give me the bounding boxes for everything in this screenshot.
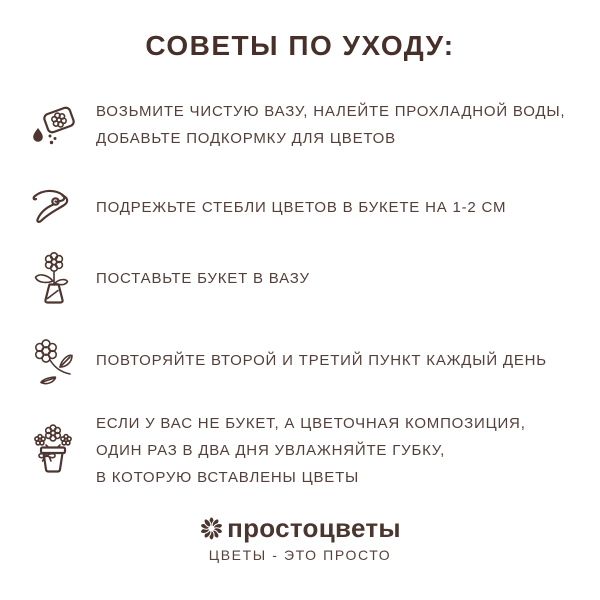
tip-text: [96, 265, 584, 292]
tip-line: ПОВТОРЯЙТЕ ВТОРОЙ И ТРЕТИЙ ПУНКТ КАЖДЫЙ ДЕНЬ: [96, 351, 547, 369]
tip-line: ПОДРЕЖЬТЕ СТЕБЛИ ЦВЕТОВ В БУКЕТЕ НА 1-2 СМ: [96, 198, 507, 216]
page-title: СОВЕТЫ ПО УХОДУ:: [145, 30, 455, 61]
tip-row-fertilize: [28, 92, 584, 158]
tip-line: ПОСТАВЬТЕ БУКЕТ В ВАЗУ: [96, 269, 310, 287]
flower-in-vase-icon: [28, 251, 78, 305]
fertilizer-packet-icon: [28, 101, 78, 149]
tip-text: [96, 410, 584, 491]
tip-row-composition: [28, 408, 584, 492]
tip-row-trim-stems: [28, 180, 584, 234]
flower-logo-icon: [199, 516, 224, 541]
tip-line: ДОБАВЬТЕ ПОДКОРМКУ ДЛЯ ЦВЕТОВ: [96, 130, 396, 147]
tip-line: ОДИН РАЗ В ДВА ДНЯ УВЛАЖНЯЙТЕ ГУБКУ,: [96, 441, 446, 459]
brand-line: [199, 513, 401, 544]
tip-text: [96, 347, 584, 374]
tip-line: ЕСЛИ У ВАС НЕ БУКЕТ, А ЦВЕТОЧНАЯ КОМПОЗИЦИЯ,: [96, 414, 526, 432]
pruning-shears-icon: [28, 183, 78, 231]
brand-footer: [0, 513, 600, 563]
tip-text: [96, 98, 584, 152]
tip-line: ВОЗЬМИТЕ ЧИСТУЮ ВАЗУ, НАЛЕЙТЕ ПРОХЛАДНОЙ ВОДЫ,: [96, 103, 566, 120]
tip-line: В КОТОРУЮ ВСТАВЛЕНЫ ЦВЕТЫ: [96, 468, 360, 486]
flower-icon: [28, 335, 78, 385]
tip-row-put-in-vase: [28, 244, 584, 312]
tip-text: [96, 194, 584, 221]
brand-name: простоцветы: [227, 513, 401, 543]
flower-pot-icon: [28, 423, 78, 477]
brand-tagline: ЦВЕТЫ - ЭТО ПРОСТО: [208, 547, 392, 563]
tip-row-repeat-daily: [28, 330, 584, 390]
